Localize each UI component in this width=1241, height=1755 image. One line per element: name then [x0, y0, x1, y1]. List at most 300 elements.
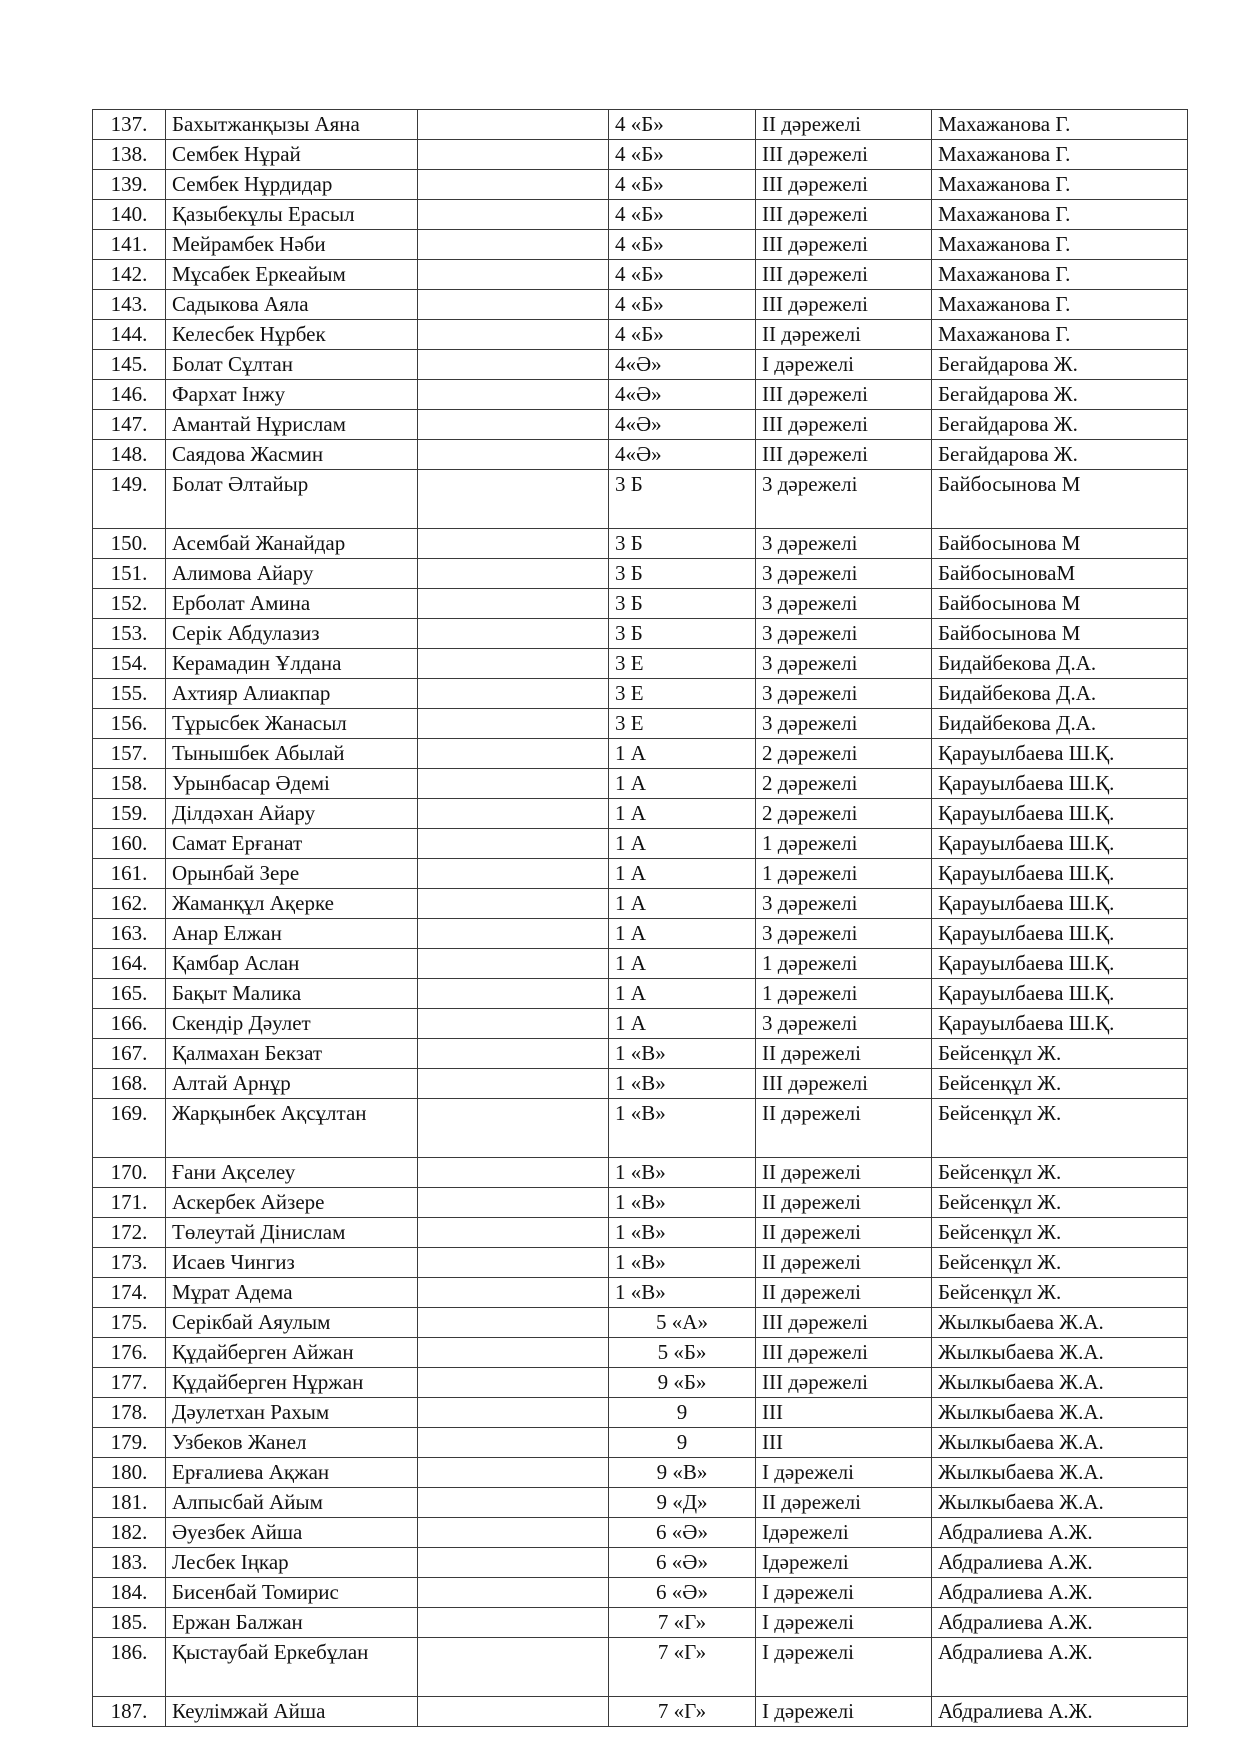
teacher-cell: Махажанова Г.	[932, 200, 1188, 230]
award-level-cell: III	[756, 1428, 932, 1458]
class-cell: 1 А	[609, 829, 756, 859]
award-level-cell: III дәрежелі	[756, 230, 932, 260]
award-level-cell: III	[756, 1398, 932, 1428]
class-cell: 1 А	[609, 739, 756, 769]
table-row	[93, 649, 1188, 679]
class-cell: 5 «А»	[609, 1308, 756, 1338]
row-number-cell: 172.	[93, 1218, 166, 1248]
teacher-cell: Бейсенқұл Ж.	[932, 1069, 1188, 1099]
student-name-cell: Мұрат Адема	[166, 1278, 418, 1308]
class-cell: 5 «Б»	[609, 1338, 756, 1368]
teacher-cell: Махажанова Г.	[932, 170, 1188, 200]
student-name-cell: Келесбек Нұрбек	[166, 320, 418, 350]
blank-cell	[418, 919, 609, 949]
award-level-cell: II дәрежелі	[756, 1188, 932, 1218]
student-name-cell: Узбеков Жанел	[166, 1428, 418, 1458]
table-row	[93, 1099, 1188, 1158]
table-row	[93, 290, 1188, 320]
row-number-cell: 165.	[93, 979, 166, 1009]
class-cell: 7 «Г»	[609, 1638, 756, 1697]
table-row	[93, 679, 1188, 709]
table-row	[93, 380, 1188, 410]
student-name-cell: Ерғалиева Ақжан	[166, 1458, 418, 1488]
student-name-cell: Алимова Айару	[166, 559, 418, 589]
teacher-cell: Қарауылбаева Ш.Қ.	[932, 739, 1188, 769]
student-name-cell: Алтай Арнұр	[166, 1069, 418, 1099]
teacher-cell: Бейсенқұл Ж.	[932, 1158, 1188, 1188]
blank-cell	[418, 1488, 609, 1518]
blank-cell	[418, 979, 609, 1009]
class-cell: 4«Ә»	[609, 440, 756, 470]
student-name-cell: Аскербек Айзере	[166, 1188, 418, 1218]
teacher-cell: Махажанова Г.	[932, 110, 1188, 140]
row-number-cell: 159.	[93, 799, 166, 829]
student-name-cell: Қыстаубай Еркебұлан	[166, 1638, 418, 1697]
teacher-cell: Қарауылбаева Ш.Қ.	[932, 919, 1188, 949]
row-number-cell: 141.	[93, 230, 166, 260]
row-number-cell: 144.	[93, 320, 166, 350]
row-number-cell: 158.	[93, 769, 166, 799]
table-row	[93, 320, 1188, 350]
table-row	[93, 260, 1188, 290]
student-name-cell: Садыкова Аяла	[166, 290, 418, 320]
student-name-cell: Орынбай Зере	[166, 859, 418, 889]
award-level-cell: І дәрежелі	[756, 1578, 932, 1608]
row-number-cell: 177.	[93, 1368, 166, 1398]
student-name-cell: Әуезбек Айша	[166, 1518, 418, 1548]
class-cell: 9 «В»	[609, 1458, 756, 1488]
teacher-cell: Байбосынова М	[932, 470, 1188, 529]
blank-cell	[418, 320, 609, 350]
row-number-cell: 184.	[93, 1578, 166, 1608]
row-number-cell: 185.	[93, 1608, 166, 1638]
teacher-cell: Қарауылбаева Ш.Қ.	[932, 859, 1188, 889]
award-level-cell: 3 дәрежелі	[756, 649, 932, 679]
table-row	[93, 350, 1188, 380]
blank-cell	[418, 1368, 609, 1398]
award-level-cell: 3 дәрежелі	[756, 1009, 932, 1039]
award-level-cell: І дәрежелі	[756, 1697, 932, 1727]
student-name-cell: Асембай Жанайдар	[166, 529, 418, 559]
award-level-cell: 3 дәрежелі	[756, 529, 932, 559]
class-cell: 4 «Б»	[609, 200, 756, 230]
row-number-cell: 137.	[93, 110, 166, 140]
row-number-cell: 163.	[93, 919, 166, 949]
table-row	[93, 799, 1188, 829]
row-number-cell: 154.	[93, 649, 166, 679]
table-row	[93, 200, 1188, 230]
student-name-cell: Скендір Дәулет	[166, 1009, 418, 1039]
table-row	[93, 979, 1188, 1009]
class-cell: 1 «В»	[609, 1188, 756, 1218]
blank-cell	[418, 410, 609, 440]
table-row	[93, 1428, 1188, 1458]
student-name-cell: Тұрысбек Жанасыл	[166, 709, 418, 739]
row-number-cell: 169.	[93, 1099, 166, 1158]
row-number-cell: 164.	[93, 949, 166, 979]
teacher-cell: Бидайбекова Д.А.	[932, 649, 1188, 679]
row-number-cell: 171.	[93, 1188, 166, 1218]
blank-cell	[418, 1608, 609, 1638]
table-row	[93, 1458, 1188, 1488]
row-number-cell: 183.	[93, 1548, 166, 1578]
table-row	[93, 1069, 1188, 1099]
blank-cell	[418, 1428, 609, 1458]
row-number-cell: 175.	[93, 1308, 166, 1338]
row-number-cell: 160.	[93, 829, 166, 859]
class-cell: 1 А	[609, 979, 756, 1009]
class-cell: 4 «Б»	[609, 260, 756, 290]
class-cell: 3 Б	[609, 470, 756, 529]
table-row	[93, 1398, 1188, 1428]
table-row	[93, 1548, 1188, 1578]
row-number-cell: 168.	[93, 1069, 166, 1099]
student-name-cell: Серікбай Аяулым	[166, 1308, 418, 1338]
blank-cell	[418, 1308, 609, 1338]
row-number-cell: 181.	[93, 1488, 166, 1518]
award-level-cell: 3 дәрежелі	[756, 589, 932, 619]
table-row	[93, 829, 1188, 859]
class-cell: 3 Б	[609, 559, 756, 589]
blank-cell	[418, 529, 609, 559]
row-number-cell: 167.	[93, 1039, 166, 1069]
award-level-cell: II дәрежелі	[756, 1278, 932, 1308]
student-name-cell: Жарқынбек Ақсұлтан	[166, 1099, 418, 1158]
table-row	[93, 470, 1188, 529]
class-cell: 1 «В»	[609, 1039, 756, 1069]
award-level-cell: II дәрежелі	[756, 1218, 932, 1248]
table-row	[93, 1009, 1188, 1039]
row-number-cell: 182.	[93, 1518, 166, 1548]
blank-cell	[418, 1009, 609, 1039]
row-number-cell: 170.	[93, 1158, 166, 1188]
table-row	[93, 619, 1188, 649]
class-cell: 1 А	[609, 769, 756, 799]
row-number-cell: 161.	[93, 859, 166, 889]
student-name-cell: Саядова Жасмин	[166, 440, 418, 470]
table-row	[93, 1039, 1188, 1069]
row-number-cell: 166.	[93, 1009, 166, 1039]
student-name-cell: Серік Абдулазиз	[166, 619, 418, 649]
award-level-cell: III дәрежелі	[756, 1308, 932, 1338]
award-level-cell: II дәрежелі	[756, 1099, 932, 1158]
teacher-cell: Бейсенқұл Ж.	[932, 1278, 1188, 1308]
blank-cell	[418, 1638, 609, 1697]
row-number-cell: 176.	[93, 1338, 166, 1368]
table-row	[93, 1248, 1188, 1278]
student-name-cell: Ержан Балжан	[166, 1608, 418, 1638]
student-name-cell: Ерболат Амина	[166, 589, 418, 619]
award-level-cell: II дәрежелі	[756, 320, 932, 350]
table-row	[93, 440, 1188, 470]
row-number-cell: 148.	[93, 440, 166, 470]
teacher-cell: Қарауылбаева Ш.Қ.	[932, 799, 1188, 829]
class-cell: 3 Е	[609, 709, 756, 739]
blank-cell	[418, 949, 609, 979]
award-level-cell: 3 дәрежелі	[756, 919, 932, 949]
blank-cell	[418, 1458, 609, 1488]
student-name-cell: Сембек Нұрай	[166, 140, 418, 170]
table-row	[93, 1578, 1188, 1608]
class-cell: 3 Б	[609, 589, 756, 619]
student-name-cell: Төлеутай Дінислам	[166, 1218, 418, 1248]
row-number-cell: 179.	[93, 1428, 166, 1458]
teacher-cell: Абдралиева А.Ж.	[932, 1578, 1188, 1608]
teacher-cell: Абдралиева А.Ж.	[932, 1638, 1188, 1697]
teacher-cell: Бейсенқұл Ж.	[932, 1218, 1188, 1248]
student-name-cell: Қамбар Аслан	[166, 949, 418, 979]
row-number-cell: 155.	[93, 679, 166, 709]
table-row	[93, 559, 1188, 589]
teacher-cell: Бегайдарова Ж.	[932, 350, 1188, 380]
award-level-cell: III дәрежелі	[756, 260, 932, 290]
class-cell: 1 «В»	[609, 1099, 756, 1158]
row-number-cell: 140.	[93, 200, 166, 230]
class-cell: 1 «В»	[609, 1218, 756, 1248]
row-number-cell: 186.	[93, 1638, 166, 1697]
student-name-cell: Мейрамбек Нәби	[166, 230, 418, 260]
class-cell: 7 «Г»	[609, 1697, 756, 1727]
award-level-cell: 3 дәрежелі	[756, 709, 932, 739]
row-number-cell: 149.	[93, 470, 166, 529]
blank-cell	[418, 1697, 609, 1727]
blank-cell	[418, 1188, 609, 1218]
teacher-cell: Қарауылбаева Ш.Қ.	[932, 889, 1188, 919]
class-cell: 1 «В»	[609, 1248, 756, 1278]
award-level-cell: 3 дәрежелі	[756, 619, 932, 649]
teacher-cell: Бегайдарова Ж.	[932, 410, 1188, 440]
teacher-cell: Жылкыбаева Ж.А.	[932, 1398, 1188, 1428]
row-number-cell: 187.	[93, 1697, 166, 1727]
class-cell: 1 А	[609, 919, 756, 949]
student-name-cell: Алпысбай Айым	[166, 1488, 418, 1518]
class-cell: 4«Ә»	[609, 350, 756, 380]
student-name-cell: Болат Әлтайыр	[166, 470, 418, 529]
row-number-cell: 180.	[93, 1458, 166, 1488]
blank-cell	[418, 380, 609, 410]
table-row	[93, 1278, 1188, 1308]
student-name-cell: Жаманқұл Ақерке	[166, 889, 418, 919]
student-name-cell: Керамадин Ұлдана	[166, 649, 418, 679]
table-row	[93, 859, 1188, 889]
class-cell: 1 А	[609, 1009, 756, 1039]
student-name-cell: Қалмахан Бекзат	[166, 1039, 418, 1069]
table-row	[93, 110, 1188, 140]
class-cell: 4 «Б»	[609, 230, 756, 260]
teacher-cell: Қарауылбаева Ш.Қ.	[932, 769, 1188, 799]
student-name-cell: Дәулетхан Рахым	[166, 1398, 418, 1428]
row-number-cell: 162.	[93, 889, 166, 919]
class-cell: 9 «Б»	[609, 1368, 756, 1398]
teacher-cell: Абдралиева А.Ж.	[932, 1697, 1188, 1727]
award-level-cell: III дәрежелі	[756, 440, 932, 470]
row-number-cell: 178.	[93, 1398, 166, 1428]
teacher-cell: Қарауылбаева Ш.Қ.	[932, 829, 1188, 859]
class-cell: 4 «Б»	[609, 170, 756, 200]
student-name-cell: Құдайберген Айжан	[166, 1338, 418, 1368]
student-name-cell: Исаев Чингиз	[166, 1248, 418, 1278]
roster-body	[93, 110, 1188, 1727]
teacher-cell: Бейсенқұл Ж.	[932, 1099, 1188, 1158]
blank-cell	[418, 829, 609, 859]
student-roster-table	[92, 109, 1188, 1727]
blank-cell	[418, 559, 609, 589]
teacher-cell: Бидайбекова Д.А.	[932, 709, 1188, 739]
award-level-cell: I дәрежелі	[756, 1458, 932, 1488]
row-number-cell: 145.	[93, 350, 166, 380]
award-level-cell: 3 дәрежелі	[756, 559, 932, 589]
class-cell: 1 «В»	[609, 1069, 756, 1099]
student-name-cell: Тынышбек Абылай	[166, 739, 418, 769]
teacher-cell: Байбосынова М	[932, 589, 1188, 619]
class-cell: 9	[609, 1428, 756, 1458]
award-level-cell: I дәрежелі	[756, 350, 932, 380]
class-cell: 4«Ә»	[609, 380, 756, 410]
student-name-cell: Ғани Ақселеу	[166, 1158, 418, 1188]
blank-cell	[418, 1338, 609, 1368]
blank-cell	[418, 200, 609, 230]
award-level-cell: 1 дәрежелі	[756, 859, 932, 889]
row-number-cell: 151.	[93, 559, 166, 589]
award-level-cell: Ідәрежелі	[756, 1518, 932, 1548]
award-level-cell: II дәрежелі	[756, 1158, 932, 1188]
class-cell: 4 «Б»	[609, 320, 756, 350]
teacher-cell: Қарауылбаева Ш.Қ.	[932, 949, 1188, 979]
class-cell: 3 Б	[609, 529, 756, 559]
award-level-cell: 2 дәрежелі	[756, 769, 932, 799]
award-level-cell: III дәрежелі	[756, 170, 932, 200]
blank-cell	[418, 470, 609, 529]
blank-cell	[418, 1398, 609, 1428]
class-cell: 1 А	[609, 799, 756, 829]
blank-cell	[418, 859, 609, 889]
teacher-cell: Қарауылбаева Ш.Қ.	[932, 1009, 1188, 1039]
award-level-cell: III дәрежелі	[756, 290, 932, 320]
table-row	[93, 170, 1188, 200]
class-cell: 6 «Ә»	[609, 1578, 756, 1608]
class-cell: 9	[609, 1398, 756, 1428]
table-row	[93, 889, 1188, 919]
award-level-cell: III дәрежелі	[756, 1069, 932, 1099]
teacher-cell: Бейсенқұл Ж.	[932, 1248, 1188, 1278]
row-number-cell: 152.	[93, 589, 166, 619]
blank-cell	[418, 140, 609, 170]
award-level-cell: III дәрежелі	[756, 410, 932, 440]
award-level-cell: 2 дәрежелі	[756, 739, 932, 769]
class-cell: 4 «Б»	[609, 110, 756, 140]
student-name-cell: Анар Елжан	[166, 919, 418, 949]
student-name-cell: Қазыбекұлы Ерасыл	[166, 200, 418, 230]
award-level-cell: II дәрежелі	[756, 1248, 932, 1278]
table-row	[93, 1218, 1188, 1248]
blank-cell	[418, 799, 609, 829]
table-row	[93, 1608, 1188, 1638]
student-name-cell: Амантай Нұрислам	[166, 410, 418, 440]
teacher-cell: Махажанова Г.	[932, 230, 1188, 260]
teacher-cell: Қарауылбаева Ш.Қ.	[932, 979, 1188, 1009]
row-number-cell: 150.	[93, 529, 166, 559]
teacher-cell: Байбосынова М	[932, 529, 1188, 559]
row-number-cell: 138.	[93, 140, 166, 170]
award-level-cell: III дәрежелі	[756, 200, 932, 230]
teacher-cell: Жылкыбаева Ж.А.	[932, 1308, 1188, 1338]
blank-cell	[418, 889, 609, 919]
table-row	[93, 919, 1188, 949]
blank-cell	[418, 260, 609, 290]
award-level-cell: III дәрежелі	[756, 1368, 932, 1398]
teacher-cell: Махажанова Г.	[932, 140, 1188, 170]
teacher-cell: Абдралиева А.Ж.	[932, 1608, 1188, 1638]
class-cell: 4«Ә»	[609, 410, 756, 440]
table-row	[93, 949, 1188, 979]
award-level-cell: 2 дәрежелі	[756, 799, 932, 829]
table-row	[93, 1338, 1188, 1368]
table-row	[93, 1308, 1188, 1338]
teacher-cell: Абдралиева А.Ж.	[932, 1548, 1188, 1578]
blank-cell	[418, 769, 609, 799]
class-cell: 3 Е	[609, 679, 756, 709]
award-level-cell: III дәрежелі	[756, 1338, 932, 1368]
table-row	[93, 1368, 1188, 1398]
teacher-cell: Бейсенқұл Ж.	[932, 1188, 1188, 1218]
student-name-cell: Бахытжанқызы Аяна	[166, 110, 418, 140]
table-row	[93, 1518, 1188, 1548]
class-cell: 9 «Д»	[609, 1488, 756, 1518]
award-level-cell: II дәрежелі	[756, 1488, 932, 1518]
student-name-cell: Болат Сұлтан	[166, 350, 418, 380]
class-cell: 6 «Ә»	[609, 1518, 756, 1548]
row-number-cell: 153.	[93, 619, 166, 649]
teacher-cell: Махажанова Г.	[932, 290, 1188, 320]
blank-cell	[418, 619, 609, 649]
row-number-cell: 173.	[93, 1248, 166, 1278]
blank-cell	[418, 1578, 609, 1608]
student-name-cell: Бақыт Малика	[166, 979, 418, 1009]
class-cell: 7 «Г»	[609, 1608, 756, 1638]
student-name-cell: Сембек Нұрдидар	[166, 170, 418, 200]
row-number-cell: 156.	[93, 709, 166, 739]
class-cell: 1 «В»	[609, 1158, 756, 1188]
teacher-cell: Бегайдарова Ж.	[932, 440, 1188, 470]
blank-cell	[418, 350, 609, 380]
class-cell: 1 А	[609, 859, 756, 889]
table-row	[93, 529, 1188, 559]
teacher-cell: Бидайбекова Д.А.	[932, 679, 1188, 709]
table-row	[93, 589, 1188, 619]
award-level-cell: Ідәрежелі	[756, 1548, 932, 1578]
award-level-cell: II дәрежелі	[756, 110, 932, 140]
blank-cell	[418, 1099, 609, 1158]
award-level-cell: І дәрежелі	[756, 1638, 932, 1697]
table-row	[93, 769, 1188, 799]
table-row	[93, 140, 1188, 170]
blank-cell	[418, 1548, 609, 1578]
blank-cell	[418, 589, 609, 619]
table-row	[93, 739, 1188, 769]
blank-cell	[418, 679, 609, 709]
student-name-cell: Құдайберген Нұржан	[166, 1368, 418, 1398]
row-number-cell: 147.	[93, 410, 166, 440]
table-row	[93, 410, 1188, 440]
student-name-cell: Лесбек Іңкар	[166, 1548, 418, 1578]
class-cell: 4 «Б»	[609, 290, 756, 320]
table-row	[93, 1697, 1188, 1727]
award-level-cell: III дәрежелі	[756, 140, 932, 170]
teacher-cell: Махажанова Г.	[932, 260, 1188, 290]
student-name-cell: Фархат Інжу	[166, 380, 418, 410]
blank-cell	[418, 1039, 609, 1069]
class-cell: 3 Б	[609, 619, 756, 649]
